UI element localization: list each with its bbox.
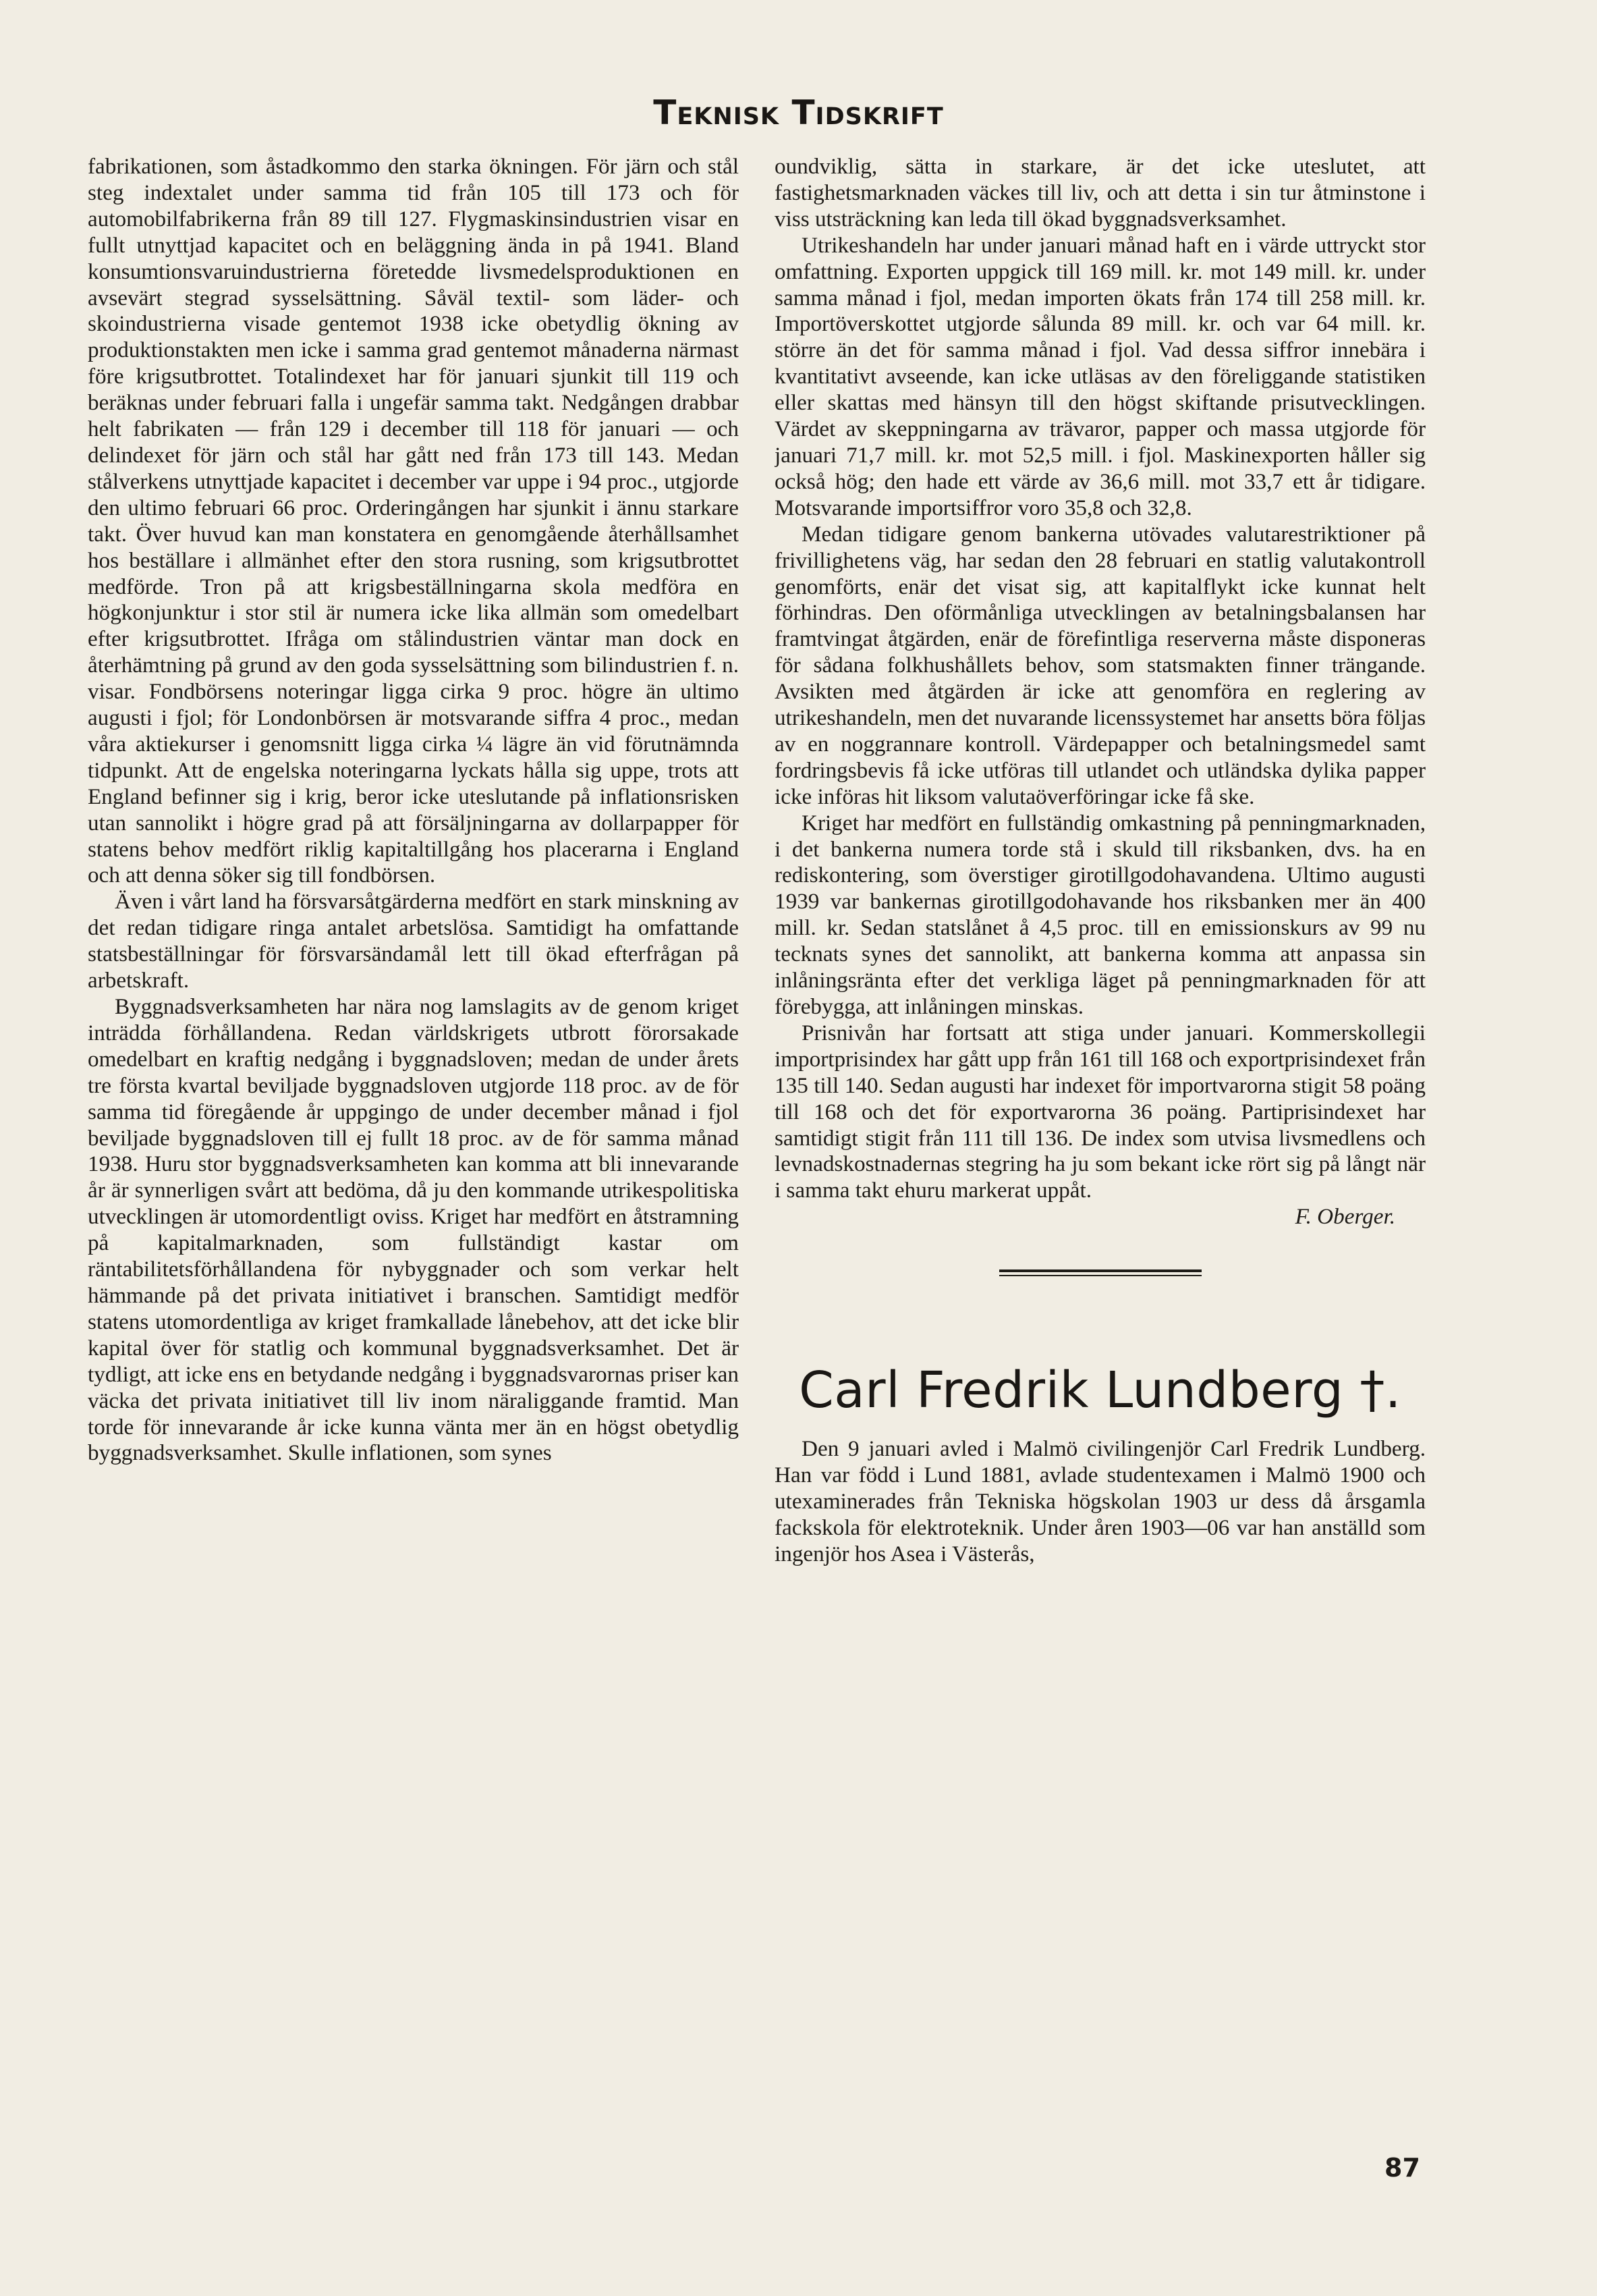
- obituary-text: Den 9 januari avled i Malmö civilingenjör Carl Fredrik Lundberg. Han var född i Lund 1881, avlade studentexamen i Malmö 1900 och utexaminerades från Tekniska högskolan 1903 ur dess då årsgamla fackskola för elektroteknik. Under åren 1903—06 var han anställd som ingenjör hos Asea i Västerås,: [775, 1436, 1426, 1566]
- paragraph: oundviklig, sätta in starkare, är det icke uteslutet, att fastighetsmarknaden väckes till liv, och att detta i sin tur åtminstone i viss utsträckning kan leda till ökad byggnadsverksamhet.: [775, 154, 1426, 231]
- obituary-title: Carl Fredrik Lundberg †.: [799, 1361, 1401, 1420]
- paragraph: Medan tidigare genom bankerna utövades valutarestriktioner på frivillighetens väg, har sedan den 28 februari en statlig valutakontroll genomförts, enär det visat sig, att kapitalflykt icke kunnat helt förhindras. Den oförmånliga utvecklingen av betalningsbalansen har framtvingat åtgärden, enär de förefintliga reserverna måste disponeras för sådana folkhushållets behov, som statsmakten finner trängande. Avsikten med åtgärden är icke att genomföra en reglering av utrikeshandeln, men det nuvarande licenssystemet har ansetts böra följas av en noggrannare kontroll. Värdepapper och betalningsmedel samt fordringsbevis få icke utföras till utlandet och utländska dylika papper icke införas hit liksom valutaöverföringar icke få ske.: [775, 521, 1426, 809]
- paragraph: fabrikationen, som åstadkommo den starka ökningen. För järn och stål steg indextalet under samma tid från 105 till 173 och för automobilfabrikerna från 89 till 127. Flygmaskinsindustrien visar en fullt utnyttjad kapacitet och en beläggning ända in på 1941. Bland konsumtionsvaruindustrierna företedde livsmedelsproduktionen en avsevärt stegrad sysselsättning. Såväl textil- som läder- och skoindustrierna visade gentemot 1938 icke obetydlig ökning av produktionstakten men icke i samma grad gentemot månaderna närmast före krigsutbrottet. Totalindexet har för januari sjunkit till 119 och beräknas under februari falla i ungefär samma takt. Nedgången drabbar helt fabrikaten — från 129 i december till 118 för januari — och delindexet för järn och stål har gått ned från 173 till 143. Medan stålverkens utnyttjade kapacitet i december var uppe i 94 proc., utgjorde den ultimo februari 66 proc. Orderingången har sjunkit i ännu starkare takt. Över huvud kan man konstatera en genomgående återhållsamhet hos beställare i allmänhet efter den stora rusning, som krigsutbrottet medförde. Tron på att krigsbeställningarna skola medföra en högkonjunktur i stor stil är numera icke lika allmän som omedelbart efter krigsutbrottet. Ifråga om stålindustrien väntar man dock en återhämtning på grund av den goda sysselsättning som bilindustrien f. n. visar. Fondbörsens noteringar ligga cirka 9 proc. högre än ultimo augusti i fjol; för Londonbörsen är motsvarande siffra 4 proc., medan våra aktiekurser i genomsnitt ligga cirka ¼ lägre än vid förutnämnda tidpunkt. Att de engelska noteringarna lyckats hålla sig uppe, trots att England befinner sig i krig, beror icke uteslutande på inflationsrisken utan sannolikt i högre grad på att försäljningarna av dollarpapper för statens behov medfört riklig kapitaltillgång hos placerarna i England och att denna söker sig till fondbörsen.: [88, 154, 739, 888]
- author-signature: F. Oberger.: [1295, 1204, 1395, 1230]
- paragraph: Utrikeshandeln har under januari månad haft en i värde uttryckt stor omfattning. Exporten uppgick till 169 mill. kr. mot 149 mill. kr. under samma månad i fjol, medan importen ökats från 174 till 258 mill. kr. Importöverskottet utgjorde sålunda 89 mill. kr. och var 64 mill. kr. större än det för samma månad i fjol. Vad dessa siffror innebära i kvantitativt avseende, kan icke utläsas av den föreliggande statistiken eller skattas med hänsyn till den högst skiftande prisutvecklingen. Värdet av skeppningarna av trävaror, papper och massa utgjorde för januari 71,7 mill. kr. mot 52,5 mill. i fjol. Maskinexporten håller sig också hög; den hade ett värde av 36,6 mill. mot 33,7 ett år tidigare. Motsvarande importsiffror voro 35,8 och 32,8.: [775, 232, 1426, 520]
- right-column: [775, 154, 1426, 2179]
- page-number: 87: [1384, 2153, 1420, 2183]
- left-column: [88, 154, 739, 2138]
- paragraph: Kriget har medfört en fullständig omkastning på penningmarknaden, i det bankerna numera torde stå i skuld till riksbanken, dvs. ha en rediskontering, som överstiger girotillgodohavandena. Ultimo augusti 1939 var bankernas girotillgodohavande hos riksbanken mer än 400 mill. kr. Sedan statslånet å 4,5 proc. till en emissionskurs av 99 nu tecknats synes det sannolikt, att bankerna komma att anpassa sin inlåningsränta efter det verkliga läget på penningmarknaden för att förebygga, att inlåningen minskas.: [775, 810, 1426, 1019]
- paragraph: Även i vårt land ha försvarsåtgärderna medfört en stark minskning av det redan tidigare ringa antalet arbetslösa. Samtidigt ha omfattande statsbeställningar för försvarsändamål lett till ökad efterfrågan på arbetskraft.: [88, 889, 739, 993]
- journal-masthead: Teknisk Tidskrift: [653, 93, 944, 132]
- section-divider: [999, 1269, 1202, 1276]
- paragraph: Byggnadsverksamheten har nära nog lamslagits av de genom kriget inträdda förhållandena. Redan världskrigets utbrott förorsakade omedelbart en kraftig nedgång i byggnadsloven; medan de under årets tre första kvartal beviljade byggnadsloven utgjorde 118 proc. av de för samma tid föregående år uppgingo de under december månad i fjol beviljade byggnadsloven till ej fullt 18 proc. av de för samma månad 1938. Huru stor byggnadsverksamheten kan komma att bli innevarande år är synnerligen svårt att bedöma, då ju den kommande utrikespolitiska utvecklingen är utomordentligt oviss. Kriget har medfört en åtstramning på kapitalmarknaden, som fullständigt kastar om räntabilitetsförhållandena för nybyggnader och som verkar helt hämmande på det privata initiativet i branschen. Samtidigt medför statens utomordentliga av kriget framkallade lånebehov, att det icke blir kapital över för statlig och kommunal byggnadsverksamhet. Det är tydligt, att icke ens en betydande nedgång i byggnadsvarornas priser kan väcka det privata initiativet till liv inom näraliggande framtid. Man torde för innevarande år icke kunna vänta mer än en högst obetydlig byggnadsverksamhet. Skulle inflationen, som synes: [88, 994, 739, 1466]
- paragraph: Prisnivån har fortsatt att stiga under januari. Kommerskollegii importprisindex har gått upp från 161 till 168 och exportprisindexet från 135 till 140. Sedan augusti har indexet för importvarorna stigit 58 poäng till 168 och det för exportvarorna 36 poäng. Partiprisindexet har samtidigt stigit från 111 till 136. De index som utvisa livsmedlens och levnadskostnadernas stegring ha ju som bekant icke rört sig på långt när i samma takt ehuru markerat uppåt.: [775, 1020, 1426, 1203]
